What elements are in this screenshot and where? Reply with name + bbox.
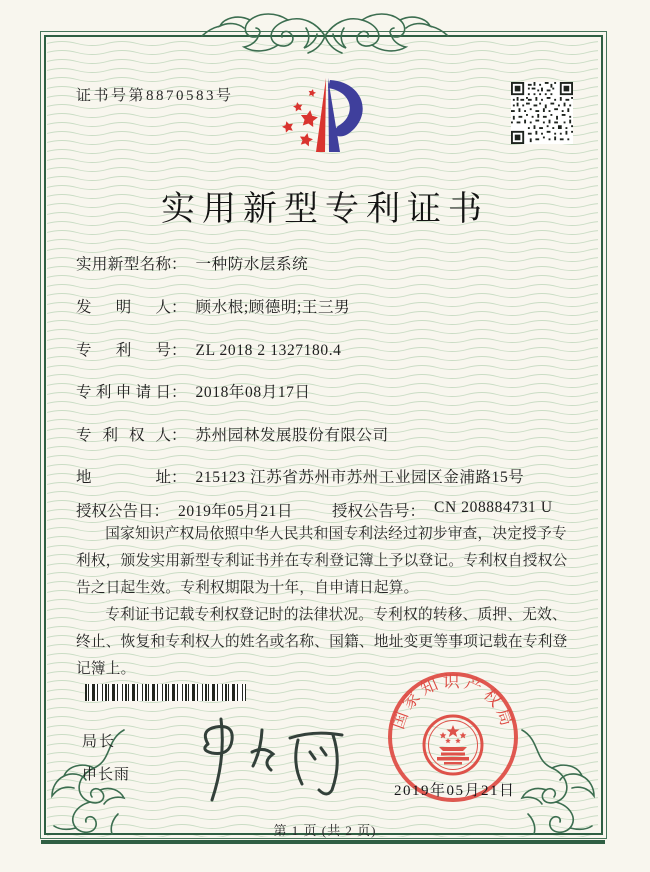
cnipa-logo-icon xyxy=(266,72,382,162)
field-row-patentee xyxy=(76,423,389,445)
field-value: 215123 江苏省苏州市苏州工业园区金浦路15号 xyxy=(195,469,525,486)
certificate-border-bottom-bar xyxy=(41,840,605,844)
field-row-inventors xyxy=(76,295,350,317)
national-emblem-icon xyxy=(424,716,482,774)
field-row-address xyxy=(76,465,524,487)
field-label: 专利申请日 xyxy=(76,384,171,401)
field-row-name xyxy=(76,252,308,274)
field-value: 2018年08月17日 xyxy=(195,384,311,401)
signature-icon xyxy=(192,712,354,806)
field-value: 顾水根;顾德明;王三男 xyxy=(195,299,351,316)
field-colon: ： xyxy=(171,299,187,316)
field-value: 2019年05月21日 xyxy=(178,503,294,520)
qr-code-icon xyxy=(510,82,574,144)
barcode-icon xyxy=(85,684,246,701)
seal-date: 2019年05月21日 xyxy=(394,783,516,799)
field-label: 地址 xyxy=(76,469,171,486)
field-label: 授权公告号 xyxy=(332,503,410,520)
signer-name: 申长雨 xyxy=(82,767,131,783)
field-colon: ： xyxy=(409,503,426,520)
field-label: 发明人 xyxy=(76,299,171,316)
page-number: 第 1 页 (共 2 页) xyxy=(273,823,377,838)
certificate-title: 实用新型专利证书 xyxy=(161,191,489,228)
field-value: 苏州园林发展股份有限公司 xyxy=(195,427,389,444)
field-row-filing-date xyxy=(76,380,311,402)
field-value: 一种防水层系统 xyxy=(195,256,309,273)
seal-ring-text: 国家知识产权局 xyxy=(388,672,518,732)
legal-text-block xyxy=(76,521,576,683)
legal-paragraph-1: 国家知识产权局依照中华人民共和国专利法经过初步审查，决定授予专利权，颁发实用新型专利证书并在专利登记簿上予以登记。专利权自授权公告之日起生效。专利权期限为十年，自申请日起算。 xyxy=(76,526,568,596)
field-colon: ： xyxy=(171,256,187,273)
legal-paragraph-2: 专利证书记载专利权登记时的法律状况。专利权的转移、质押、无效、终止、恢复和专利权人的姓名或名称、国籍、地址变更等事项记载在专利登记簿上。 xyxy=(76,607,568,677)
field-value: ZL 2018 2 1327180.4 xyxy=(195,342,342,359)
field-colon: ： xyxy=(153,503,170,520)
field-label: 实用新型名称 xyxy=(76,256,171,273)
field-label: 专利权人 xyxy=(76,427,171,444)
field-colon: ： xyxy=(171,427,187,444)
field-colon: ： xyxy=(171,384,187,401)
field-row-grant-date xyxy=(76,499,293,521)
svg-text:国家知识产权局 xyxy=(388,672,517,731)
signer-role: 局长 xyxy=(82,734,117,750)
field-colon: ： xyxy=(171,342,187,359)
certificate-number: 证书号第8870583号 xyxy=(76,88,234,104)
field-label: 授权公告日 xyxy=(76,503,154,520)
field-row-grant-number xyxy=(332,499,553,521)
top-flourish-ornament-icon xyxy=(198,6,452,60)
field-colon: ： xyxy=(171,469,187,486)
field-row-patent-number xyxy=(76,338,342,360)
field-label: 专利号 xyxy=(76,342,171,359)
field-value: CN 208884731 U xyxy=(434,499,553,516)
